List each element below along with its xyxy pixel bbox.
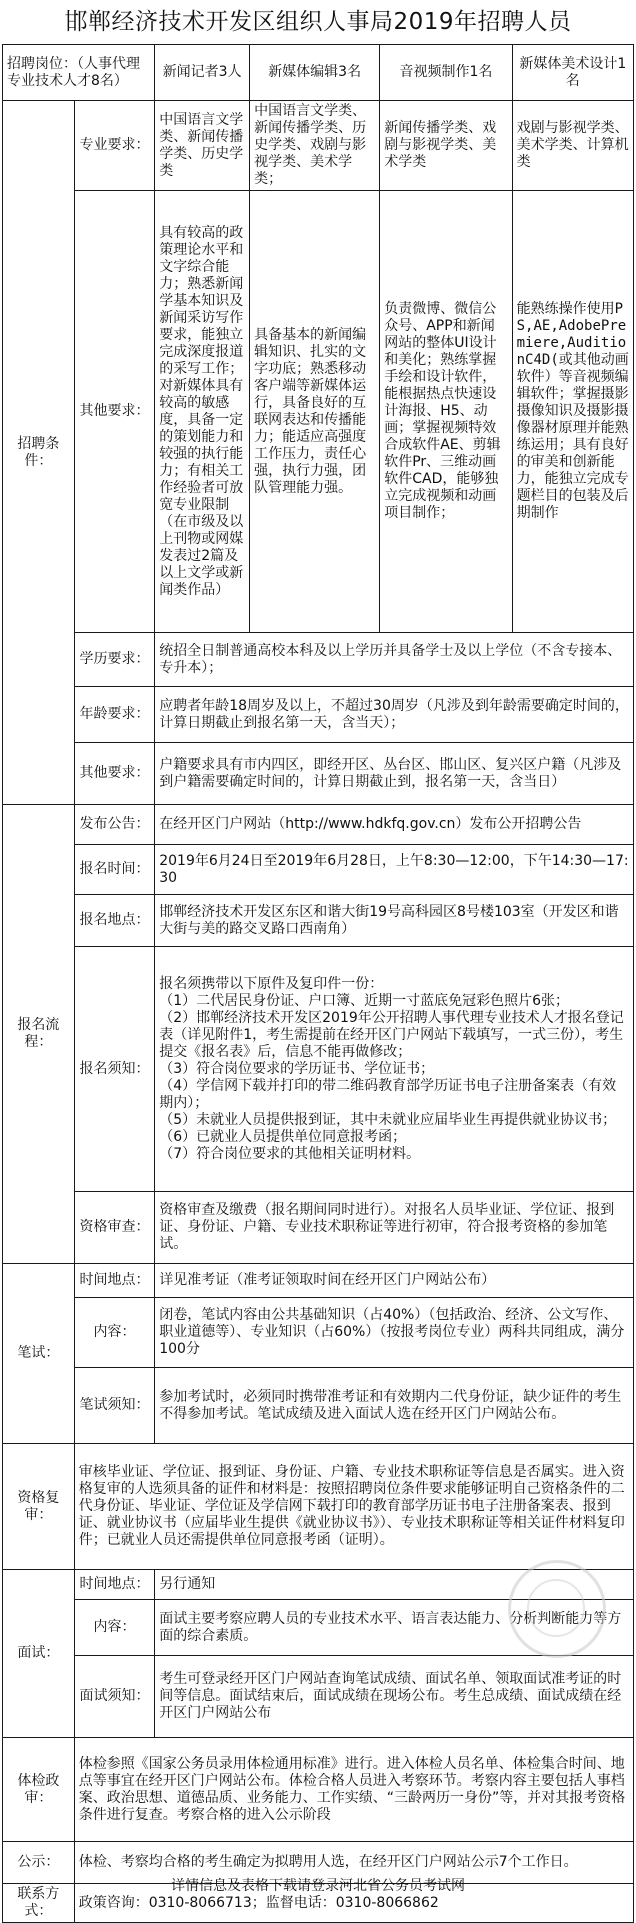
signup-place-row <box>3 895 634 947</box>
signup-notice-text <box>155 947 634 1192</box>
signup-time-text: 2019年6月24日至2019年6月28日，上午8:30—12:00，下午14:30—17:30 <box>155 845 634 895</box>
position-av-production: 音视频制作1名 <box>380 45 512 101</box>
written-content-text: 闭卷，笔试内容由公共基础知识（占40%）（包括政治、经济、公文写作、职业道德等）、专业知识（占60%）（按报考岗位专业）两科共同组成，满分100分 <box>155 1298 634 1368</box>
written-section-label: 笔试： <box>3 1264 75 1444</box>
qualification-review-text: 资格审查及缴费（报名期间同时进行）。对报名人员毕业证、学位证、报到证、身份证、户籍、专业技术职称证等进行初审，符合报考资格的参加笔试。 <box>155 1192 634 1264</box>
written-notice-text: 参加考试时，必须同时携带准考证和有效期内二代身份证，缺少证件的考生不得参加考试。笔试成绩及进入面试人选在经开区门户网站公布。 <box>155 1368 634 1444</box>
position-reporter: 新闻记者3人 <box>155 45 250 101</box>
interview-notice-text: 考生可登录经开区门户网站查询笔试成绩、面试名单、领取面试准考证的时间等信息。面试结束后，面试成绩在现场公布。考生总成绩、面试成绩在经开区门户网站公布 <box>155 1656 634 1738</box>
other-art-design: 能熟练操作使用PS,AE,AdobePremiere,AuditionC4D(或其他动画软件）等音视频编辑软件；掌握摄影摄像知识及摄影摄像器材原理并能熟练运用；具有良好的审美和创新能力，能独立完成专题栏目的包装及后期制作 <box>512 191 633 633</box>
recheck-text: 审核毕业证、学位证、报到证、身份证、户籍、专业技术职称证等信息是否属实。进入资格复审的人选须具备的证件和材料是：按照招聘岗位条件要求能够证明自己资格条件的二代身份证、毕业证、学位证及学信网下载打印的教育部学历证书电子注册备案表、报到证、就业协议书（应届毕业生提供《就业协议书》）、专业技术职称证等相关证件材料复印件；已就业人员还需提供单位同意报考函（证明）。 <box>74 1444 633 1570</box>
major-new-media-editor: 中国语言文学类、新闻传播学类、历史学类、戏剧与影视学类、美术学类； <box>250 101 380 191</box>
written-content-label: 内容： <box>74 1298 155 1368</box>
other-requirement-label: 其他要求： <box>74 191 155 633</box>
watermark-seal <box>508 1560 606 1658</box>
major-av-production: 新闻传播学类、戏剧与影视学类、美术学类 <box>380 101 512 191</box>
major-art-design: 戏剧与影视学类、美术学类、计算机类 <box>512 101 633 191</box>
process-section-label: 报名流程： <box>3 805 75 1264</box>
signup-time-label: 报名时间： <box>74 845 155 895</box>
publicity-section-label: 公示： <box>3 1842 75 1884</box>
signup-notice-line: （5）未就业人员提供报到证，其中未就业应届毕业生再提供就业协议书； <box>159 1111 617 1128</box>
signup-notice-line: （4）学信网下载并打印的带二维码教育部学历证书电子注册备案表（有效期内）； <box>159 1077 617 1111</box>
interview-time-text: 另行通知 <box>155 1570 634 1600</box>
signup-notice-line: （7）符合岗位要求的其他相关证明材料。 <box>159 1145 421 1162</box>
major-label: 专业要求： <box>74 101 155 191</box>
other-new-media-editor: 具备基本的新闻编辑知识、扎实的文字功底；熟悉移动客户端等新媒体运行，具备良好的互联网表达和传播能力；能适应高强度工作压力，责任心强，执行力强，团队管理能力强。 <box>250 191 380 633</box>
household-text: 户籍要求具有市内四区，即经开区、丛台区、邯山区、复兴区户籍（凡涉及到户籍需要确定时间的，计算日期截止到，报名第一天，含当日） <box>155 743 634 805</box>
age-text: 应聘者年龄18周岁及以上，不超过30周岁（凡涉及到年龄需要确定时间的，计算日期截止到报名第一天，含当天）； <box>155 687 634 743</box>
footer-note: 详情信息及表格下载请登录河北省公务员考试网 <box>171 1878 465 1894</box>
education-label: 学历要求： <box>74 633 155 687</box>
education-row <box>3 633 634 687</box>
signup-notice-line: （3）符合岗位要求的学历证书、学位证书； <box>159 1060 435 1077</box>
qualification-review-label: 资格审查： <box>74 1192 155 1264</box>
recheck-section-label: 资格复审： <box>3 1444 75 1570</box>
signup-notice-line: （6）已就业人员提供单位同意报考函； <box>159 1128 407 1145</box>
conditions-section-label: 招聘条件： <box>3 101 75 805</box>
other-av-production: 负责微博、微信公众号、APP和新闻网站的整体UI设计和美化；熟练掌握手绘和设计软件，能根据热点快速设计海报、H5、动画；掌握视频特效合成软件AE、剪辑软件Pr、三维动画软件CAD，能够独立完成视频和动画项目制作； <box>380 191 512 633</box>
signup-place-text: 邯郸经济技术开发区东区和谐大街19号高科园区8号楼103室（开发区和谐大街与美的路交叉路口西南角） <box>155 895 634 947</box>
age-row <box>3 687 634 743</box>
household-label: 其他要求： <box>74 743 155 805</box>
contact-text: 政策咨询：0310-8066713；监督电话：0310-8066862 <box>74 1884 633 1923</box>
contact-section-label: 联系方式： <box>3 1884 75 1923</box>
physical-text: 体检参照《国家公务员录用体检通用标准》进行。进入体检人员名单、体检集合时间、地点等事宜在经开区门户网站公布。体检合格人员进入考察环节。考察内容主要包括人事档案、政治思想、道德品质、业务能力、工作实绩、“三龄两历一身份”等，并对其报考资格条件进行复查。考察合格的进入公示阶段 <box>74 1738 633 1842</box>
signup-time-row <box>3 845 634 895</box>
signup-notice-label: 报名须知： <box>74 947 155 1192</box>
signup-notice-line: （2）邯郸经济技术开发区2019年公开招聘人事代理专业技术人才报名登记表（详见附件1，考生需提前在经开区门户网站下载填写，一式三份），考生提交《报名表》后，信息不能再做修改； <box>159 1009 624 1060</box>
qualification-review-row <box>3 1192 634 1264</box>
other-requirement-row <box>3 191 634 633</box>
page-title: 邯郸经济技术开发区组织人事局2019年招聘人员 <box>64 9 572 35</box>
announce-row <box>3 805 634 845</box>
positions-header-label: 招聘岗位：（人事代理专业技术人才8名） <box>3 45 155 101</box>
written-content-row <box>3 1298 634 1368</box>
physical-section-label: 体检政审： <box>3 1738 75 1842</box>
interview-notice-label: 面试须知： <box>74 1656 155 1738</box>
recheck-row <box>3 1444 634 1570</box>
written-notice-row <box>3 1368 634 1444</box>
other-reporter: 具有较高的政策理论水平和文字综合能力；熟悉新闻学基本知识及新闻采访写作要求，能独立完成深度报道的采写工作；对新媒体具有较高的敏感度，具备一定的策划能力和较强的执行能力；有相关工作经验者可放宽专业限制（在市级及以上刊物或网媒发表过2篇及以上文学或新闻类作品） <box>155 191 250 633</box>
age-label: 年龄要求： <box>74 687 155 743</box>
signup-notice-line: 报名须携带以下原件及复印件一份： <box>159 975 384 992</box>
signup-notice-line: （1）二代居民身份证、户口簿、近期一寸蓝底免冠彩色照片6张； <box>159 992 570 1009</box>
signup-place-label: 报名地点： <box>74 895 155 947</box>
position-art-design: 新媒体美术设计1名 <box>512 45 633 101</box>
major-requirement-row <box>3 101 634 191</box>
physical-row <box>3 1738 634 1842</box>
position-new-media-editor: 新媒体编辑3名 <box>250 45 380 101</box>
interview-notice-row <box>3 1656 634 1738</box>
announce-label: 发布公告： <box>74 805 155 845</box>
positions-header-row <box>3 45 634 101</box>
interview-content-text: 面试主要考察应聘人员的专业技术水平、语言表达能力、分析判断能力等方面的综合素质。 <box>155 1600 634 1656</box>
written-notice-label: 笔试须知： <box>74 1368 155 1444</box>
interview-time-label: 时间地点： <box>74 1570 155 1600</box>
written-time-text: 详见准考证（准考证领取时间在经开区门户网站公布） <box>155 1264 634 1298</box>
interview-section-label: 面试： <box>3 1570 75 1738</box>
written-time-row <box>3 1264 634 1298</box>
publicity-text: 体检、考察均合格的考生确定为拟聘用人选，在经开区门户网站公示7个工作日。 <box>74 1842 633 1884</box>
education-text: 统招全日制普通高校本科及以上学历并具备学士及以上学位（不含专接本、专升本）； <box>155 633 634 687</box>
announce-text: 在经开区门户网站（http://www.hdkfq.gov.cn）发布公开招聘公告 <box>155 805 634 845</box>
major-reporter: 中国语言文学类、新闻传播学类、历史学类 <box>155 101 250 191</box>
signup-notice-row <box>3 947 634 1192</box>
written-time-label: 时间地点： <box>74 1264 155 1298</box>
household-row <box>3 743 634 805</box>
interview-content-label: 内容： <box>74 1600 155 1656</box>
